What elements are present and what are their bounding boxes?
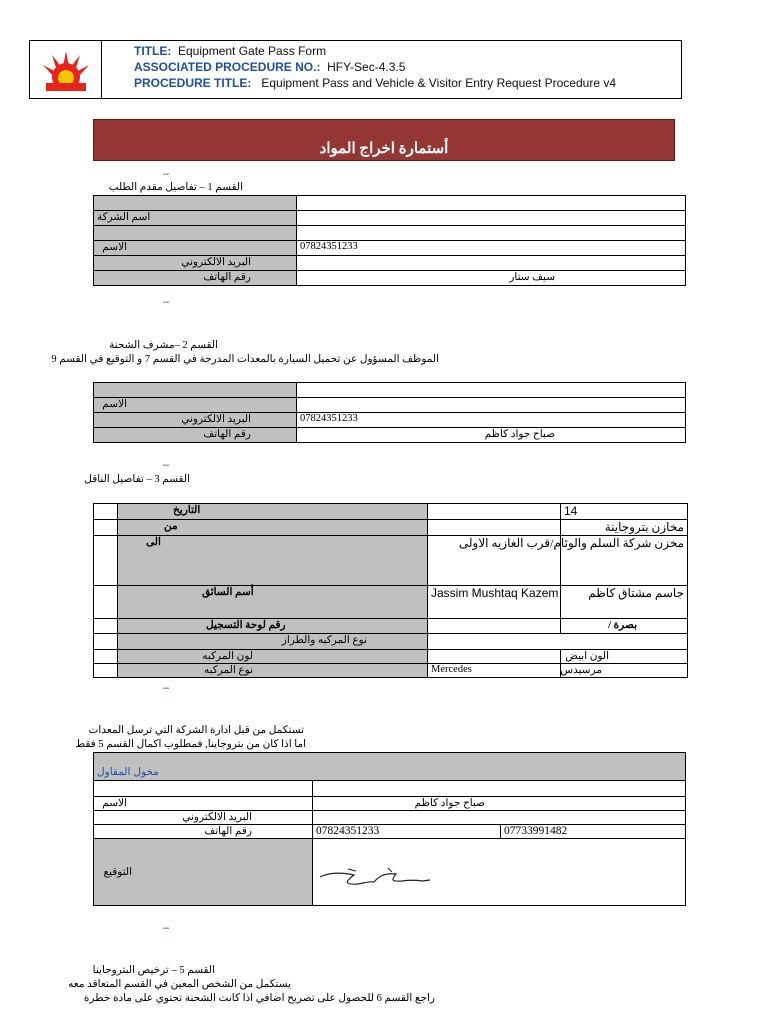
separator-dash: – xyxy=(163,168,170,180)
date-label: التاريخ xyxy=(118,504,428,520)
section1-table xyxy=(93,195,686,286)
vehicle-color-value[interactable]: الون ابيض xyxy=(561,650,688,664)
separator-dash: – xyxy=(163,922,170,934)
logo-cell xyxy=(30,41,102,98)
header-title-line xyxy=(134,44,326,58)
vehicle-type-ar[interactable]: مرسيدس xyxy=(561,664,688,678)
form-title-banner: أستمارة اخراج المواد xyxy=(93,119,675,161)
applicant-email-field[interactable] xyxy=(297,256,686,271)
header-proctitle-line xyxy=(134,76,616,90)
proctitle-label: PROCEDURE TITLE: xyxy=(134,76,252,90)
vehicle-model-field[interactable] xyxy=(428,634,688,650)
contractor-email-label: البريد الالكتروني xyxy=(94,811,313,825)
header-procno-line xyxy=(134,60,405,74)
driver-name-en[interactable]: Jassim Mushtaq Kazem xyxy=(428,586,561,619)
driver-name-ar[interactable]: جاسم مشتاق كاظم xyxy=(561,586,688,619)
applicant-name-field[interactable]: 07824351233 xyxy=(297,241,686,256)
separator-dash: – xyxy=(163,296,170,308)
title-value: Equipment Gate Pass Form xyxy=(178,44,327,58)
contractor-phone-1[interactable]: 07824351233 xyxy=(313,825,501,839)
contractor-label: مخول المقاول xyxy=(97,766,159,778)
supervisor-name-label: الاسم xyxy=(94,398,297,413)
section5-heading: القسم 5 – ترخيص البتروجاينا xyxy=(92,965,215,976)
procno-value: HFY-Sec-4.3.5 xyxy=(327,60,406,74)
applicant-name-label: الاسم xyxy=(94,241,297,256)
separator-dash: – xyxy=(163,682,170,694)
applicant-phone-field[interactable]: سيف ستار xyxy=(297,271,686,286)
contractor-name-field[interactable]: صباح جواد كاظم xyxy=(313,797,686,811)
supervisor-name-field[interactable] xyxy=(297,398,686,413)
section2-heading: القسم 2 –مشرف الشحنة xyxy=(109,340,218,351)
petrochina-logo-icon xyxy=(40,47,92,91)
contractor-phone-label: رقم الهاتف xyxy=(94,825,313,839)
document-header xyxy=(29,40,682,99)
from-value[interactable]: مخازن بتروجاينة xyxy=(561,520,688,536)
vehicle-color-label: لون المركبه xyxy=(118,650,428,664)
section1-heading: القسم 1 – تفاصيل مقدم الطلب xyxy=(108,182,243,193)
section3-table xyxy=(93,503,688,678)
supervisor-email-label: البريد الالكتروني xyxy=(94,413,297,428)
section2-table xyxy=(93,382,686,443)
plate-value[interactable]: بصرة / xyxy=(561,619,688,634)
contractor-email-field[interactable] xyxy=(313,811,686,825)
section4-note-2: اما اذا كان من بتروجاينا, فمطلوب اكمال القسم 5 فقط xyxy=(75,739,306,750)
signature-label: التوقيع xyxy=(94,839,313,906)
proctitle-value: Equipment Pass and Vehicle & Visitor Entry Request Procedure v4 xyxy=(261,76,616,90)
to-value[interactable]: مخزن شركة السلم والوئام/قرب الغازيه الاولى xyxy=(561,536,688,586)
section4-note-1: تستكمل من قبل ادارة الشركة التي ترسل المعدات xyxy=(88,725,304,736)
applicant-email-label: البريد الالكتروني xyxy=(94,256,297,271)
vehicle-type-label: نوع المركبه xyxy=(118,664,428,678)
vehicle-type-en[interactable]: Mercedes xyxy=(428,664,561,678)
vehicle-model-label: نوع المركبه والطراز xyxy=(118,634,428,650)
section3-heading: القسم 3 – تفاصيل الناقل xyxy=(84,474,190,485)
company-label: اسم الشركة xyxy=(94,211,297,226)
driver-label: أسم السائق xyxy=(118,586,428,619)
supervisor-phone-field[interactable]: صباح جواد كاظم xyxy=(297,428,686,443)
date-field[interactable] xyxy=(428,504,561,520)
section5-line-1: يستكمل من الشخص المعين في القسم المتعاقد معه xyxy=(68,979,291,990)
supervisor-phone-label: رقم الهاتف xyxy=(94,428,297,443)
date-value[interactable]: 14 xyxy=(561,504,688,520)
plate-label: رقم لوحة التسجيل xyxy=(118,619,428,634)
separator-dash: – xyxy=(163,459,170,471)
supervisor-email-field[interactable]: 07824351233 xyxy=(297,413,686,428)
company-field[interactable] xyxy=(297,211,686,226)
contractor-header xyxy=(94,753,686,781)
title-label: TITLE: xyxy=(134,44,172,58)
section5-line-2: راجع القسم 6 للحصول على تصريح اضافي اذا كانت الشحنة تحتوي على مادة خطرة xyxy=(83,993,435,1004)
handwritten-signature-icon xyxy=(318,863,438,891)
section2-description: الموظف المسؤول عن تحميل السيارة بالمعدات المدرجة في القسم 7 و التوقيع في القسم 9 xyxy=(51,354,439,365)
contractor-phone-2[interactable]: 07733991482 xyxy=(501,825,686,839)
from-label: من xyxy=(118,520,428,536)
contractor-name-label: الاسم xyxy=(94,797,313,811)
to-label: الى xyxy=(118,536,428,586)
procno-label: ASSOCIATED PROCEDURE NO.: xyxy=(134,60,321,74)
applicant-phone-label: رقم الهاتف xyxy=(94,271,297,286)
